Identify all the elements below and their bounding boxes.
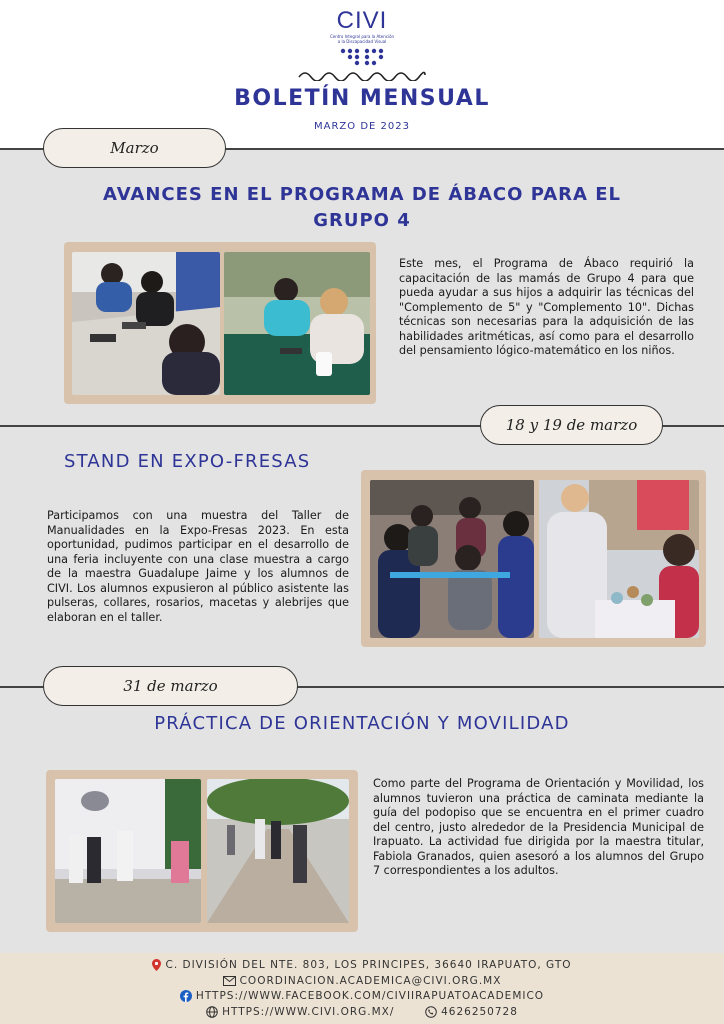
footer-address-row [0, 959, 724, 971]
phone-icon [425, 1006, 437, 1018]
footer-website[interactable]: HTTPS://WWW.CIVI.ORG.MX/ [222, 1006, 395, 1018]
photo-teacher-crafts [539, 480, 699, 638]
photo-mothers-abacus [224, 252, 370, 395]
heading-line-2: GRUPO 4 [313, 210, 411, 231]
globe-icon [206, 1006, 218, 1018]
logo-subtitle-1: Centro Integral para la Atención [329, 34, 395, 39]
date-pill-18-19-marzo: 18 y 19 de marzo [480, 405, 663, 445]
section-heading-abaco [60, 182, 664, 234]
footer-phone[interactable]: 4626250728 [441, 1006, 518, 1018]
location-pin-icon [152, 959, 161, 971]
photo-students-stand [370, 480, 534, 638]
section-heading-orientacion: PRÁCTICA DE ORIENTACIÓN Y MOVILIDAD [154, 713, 570, 734]
date-pill-marzo: Marzo [43, 128, 226, 168]
section-body-abaco: Este mes, el Programa de Ábaco requirió la capacitación de las mamás de Grupo 4 para que pueda ayudar a sus hijos a adquirir las técnicas del "Complemento de 5" y "Complemento 10". Dichas técnicas son necesarias para la adquisición de las habilidades aritméticas, así como para el desarrollo del pensamiento lógico-matemático en los niños. [399, 257, 694, 357]
footer-address: C. DIVISIÓN DEL NTE. 803, LOS PRINCIPES, 36640 IRAPUATO, GTO [165, 959, 572, 971]
photo-frame-abaco [64, 242, 376, 404]
civi-logo [0, 8, 724, 70]
footer-email-row [0, 975, 724, 987]
date-pill-31-marzo: 31 de marzo [43, 666, 298, 706]
photo-children-abacus [72, 252, 220, 395]
footer-email[interactable]: COORDINACION.ACADEMICA@CIVI.ORG.MX [239, 975, 502, 987]
footer [0, 953, 724, 1024]
footer-web-phone-row [0, 1006, 724, 1018]
facebook-icon [180, 990, 192, 1002]
photo-frame-orientacion [46, 770, 358, 932]
newsletter-title: BOLETÍN MENSUAL [234, 86, 490, 111]
photo-frame-expo-fresas [361, 470, 706, 647]
newsletter-subtitle: MARZO DE 2023 [314, 121, 410, 132]
footer-facebook[interactable]: HTTPS://WWW.FACEBOOK.COM/CIVIIRAPUATOACADEMICO [195, 990, 545, 1002]
heading-line-1: AVANCES EN EL PROGRAMA DE ÁBACO PARA EL [103, 184, 621, 205]
wave-divider [297, 69, 427, 81]
logo-text: CIVI [336, 7, 388, 34]
section-body-expo-fresas: Participamos con una muestra del Taller de Manualidades en la Expo-Fresas 2023. En esta oportunidad, pudimos participar en el desarrollo de una feria incluyente con una clase muestra a cargo de la maestra Guadalupe Jaime y los alumnos de CIVI. Los alumnos expusieron al público asistente las pulseras, collares, rosarios, macetas y alebrijes que elaboran en el taller. [47, 509, 349, 624]
section-heading-expo-fresas: STAND EN EXPO-FRESAS [64, 451, 311, 472]
photo-walk-building [55, 779, 201, 923]
braille-dots-icon [337, 48, 387, 66]
photo-walk-plaza [207, 779, 349, 923]
section-body-orientacion: Como parte del Programa de Orientación y Movilidad, los alumnos tuvieron una práctica de caminata mediante la guía del podopiso que se encuentra en el primer cuadro del centro, justo alrededor de la Presidencia Municipal de Irapuato. La actividad fue dirigida por la maestra titular, Fabiola Granados, quien asesoró a los alumnos del Grupo 7 correspondientes a los adultos. [373, 777, 704, 877]
mail-icon [223, 976, 236, 986]
footer-facebook-row [0, 990, 724, 1002]
logo-subtitle-2: a la Discapacidad Visual [337, 39, 387, 44]
